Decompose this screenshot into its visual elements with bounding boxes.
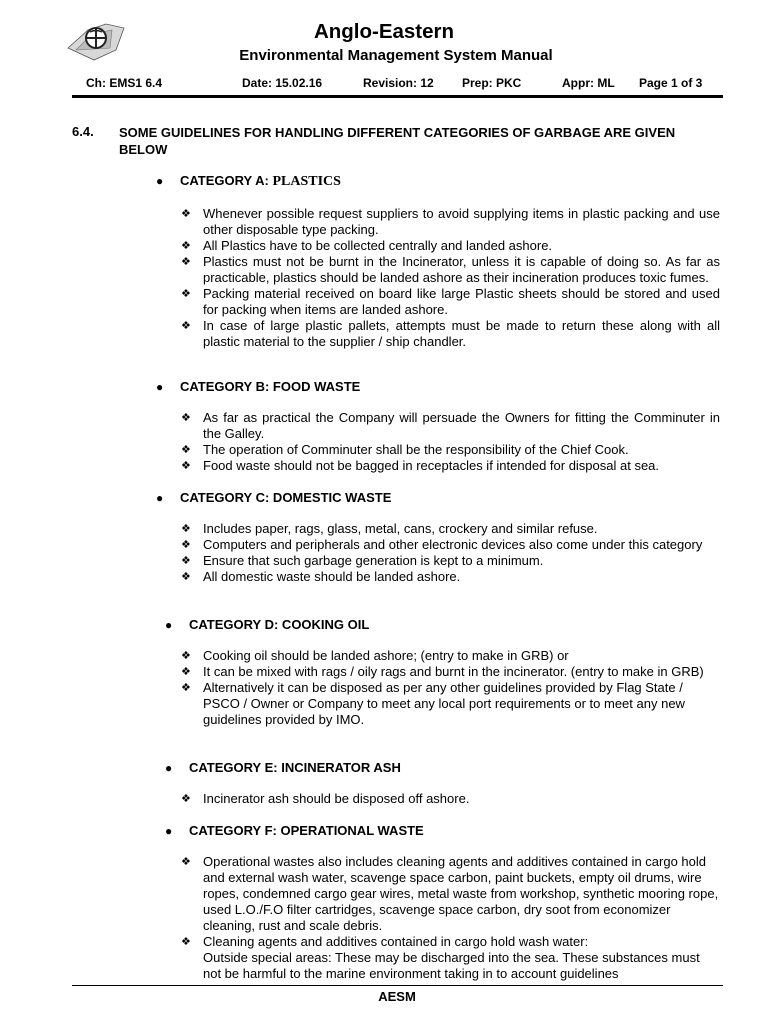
category-label: CATEGORY B: FOOD WASTE — [180, 379, 361, 394]
footer-text: AESM — [378, 989, 416, 1004]
category-label: CATEGORY F: OPERATIONAL WASTE — [189, 823, 424, 838]
diamond-bullet-icon: ❖ — [181, 555, 191, 567]
diamond-bullet-icon: ❖ — [181, 793, 191, 805]
diamond-bullet-icon: ❖ — [181, 412, 191, 424]
category-c-list — [181, 521, 720, 585]
category-bullet-icon: ● — [156, 491, 164, 505]
category-bullet-icon: ● — [165, 824, 173, 838]
list-item: ❖ The operation of Comminuter shall be the responsibility of the Chief Cook. — [181, 442, 629, 457]
diamond-bullet-icon: ❖ — [181, 666, 191, 678]
diamond-bullet-icon: ❖ — [181, 444, 191, 456]
diamond-bullet-icon: ❖ — [181, 320, 191, 332]
list-item: ❖ Alternatively it can be disposed as per any other guidelines provided by Flag State / PSCO / Owner or Company to meet any local port requirements or to meet any new guidelines provided by IMO. — [181, 680, 685, 727]
list-item: ❖ Computers and peripherals and other electronic devices also come under this category — [181, 537, 703, 552]
category-b-list — [181, 410, 720, 474]
category-a-list — [181, 206, 720, 350]
list-item-continuation: Outside special areas: These may be discharged into the sea. These substances must not be harmful to the marine environment taking in to account guidelines — [203, 950, 700, 981]
list-item: ❖ Operational wastes also includes cleaning agents and additives contained in cargo hold and external wash water, scavenge space carbon, paint buckets, empty oil drums, wire ropes, condemned cargo gear wires, metal waste from workshop, synthetic mooring rope, used L.O./F.O filter cartridges, scavenge space carbon, dry soot from economizer cleaning, rust and scale debris. — [181, 854, 719, 933]
list-item: ❖ Food waste should not be bagged in receptacles if intended for disposal at sea. — [181, 458, 660, 473]
diamond-bullet-icon: ❖ — [181, 460, 191, 472]
category-label: CATEGORY D: COOKING OIL — [189, 617, 370, 632]
diamond-bullet-icon: ❖ — [181, 240, 191, 252]
diamond-bullet-icon: ❖ — [181, 682, 191, 694]
list-item: ❖ Cooking oil should be landed ashore; (entry to make in GRB) or — [181, 648, 569, 663]
category-label: CATEGORY E: INCINERATOR ASH — [189, 760, 401, 775]
doc-revision: Revision: 12 — [363, 76, 434, 90]
section-title: SOME GUIDELINES FOR HANDLING DIFFERENT CATEGORIES OF GARBAGE ARE GIVEN BELOW — [119, 125, 676, 157]
diamond-bullet-icon: ❖ — [181, 571, 191, 583]
doc-appr: Appr: ML — [562, 76, 615, 90]
page-number: Page 1 of 3 — [639, 76, 703, 90]
company-name: Anglo-Eastern — [313, 20, 455, 43]
diamond-bullet-icon: ❖ — [181, 936, 191, 948]
category-label-suffix: PLASTICS — [272, 174, 341, 189]
list-item: ❖ All Plastics have to be collected centrally and landed ashore. — [181, 238, 553, 253]
chapter-ref: Ch: EMS1 6.4 — [86, 76, 163, 90]
list-item: ❖ Ensure that such garbage generation is kept to a minimum. — [181, 553, 544, 568]
list-item: ❖ Incinerator ash should be disposed off ashore. — [181, 791, 470, 806]
category-bullet-icon: ● — [165, 618, 173, 632]
diamond-bullet-icon: ❖ — [181, 256, 191, 268]
category-d-list — [181, 648, 720, 728]
diamond-bullet-icon: ❖ — [181, 650, 191, 662]
list-item: ❖ It can be mixed with rags / oily rags and burnt in the incinerator. (entry to make in GRB) — [181, 664, 704, 679]
diamond-bullet-icon: ❖ — [181, 523, 191, 535]
list-item: ❖ All domestic waste should be landed ashore. — [181, 569, 461, 584]
category-bullet-icon: ● — [156, 174, 164, 188]
list-item: ❖ Cleaning agents and additives contained in cargo hold wash water: Outside special areas: These may be discharged into the sea. These substances must not be harmful to the marine environment taking in to account guidelines — [181, 934, 700, 981]
list-item: ❖ Packing material received on board like large Plastic sheets should be stored and used for packing when items are landed ashore. — [181, 286, 720, 317]
category-label: CATEGORY C: DOMESTIC WASTE — [180, 490, 392, 505]
diamond-bullet-icon: ❖ — [181, 856, 191, 868]
diamond-bullet-icon: ❖ — [181, 539, 191, 551]
footer-rule — [72, 985, 723, 986]
section-number: 6.4. — [72, 124, 94, 139]
category-f-list — [181, 854, 720, 982]
doc-date: Date: 15.02.16 — [242, 76, 323, 90]
header-rule — [72, 95, 723, 98]
list-item: ❖ In case of large plastic pallets, attempts must be made to return these along with all plastic material to the supplier / ship chandler. — [181, 318, 720, 349]
list-item: ❖ As far as practical the Company will persuade the Owners for fitting the Comminuter in the Galley. — [181, 410, 720, 441]
diamond-bullet-icon: ❖ — [181, 208, 191, 220]
list-item: ❖ Whenever possible request suppliers to avoid supplying items in plastic packing and use other disposable type packing. — [181, 206, 720, 237]
category-bullet-icon: ● — [165, 761, 173, 775]
category-e-list — [181, 791, 720, 807]
manual-title: Environmental Management System Manual — [239, 47, 553, 64]
category-bullet-icon: ● — [156, 380, 164, 394]
doc-prep: Prep: PKC — [462, 76, 522, 90]
diamond-bullet-icon: ❖ — [181, 288, 191, 300]
list-item: ❖ Includes paper, rags, glass, metal, cans, crockery and similar refuse. — [181, 521, 598, 536]
category-label: CATEGORY A: — [180, 173, 273, 188]
list-item: ❖ Plastics must not be burnt in the Incinerator, unless it is capable of doing so. As far as practicable, plastics should be landed ashore as their incineration produces toxic fumes. — [181, 254, 720, 285]
